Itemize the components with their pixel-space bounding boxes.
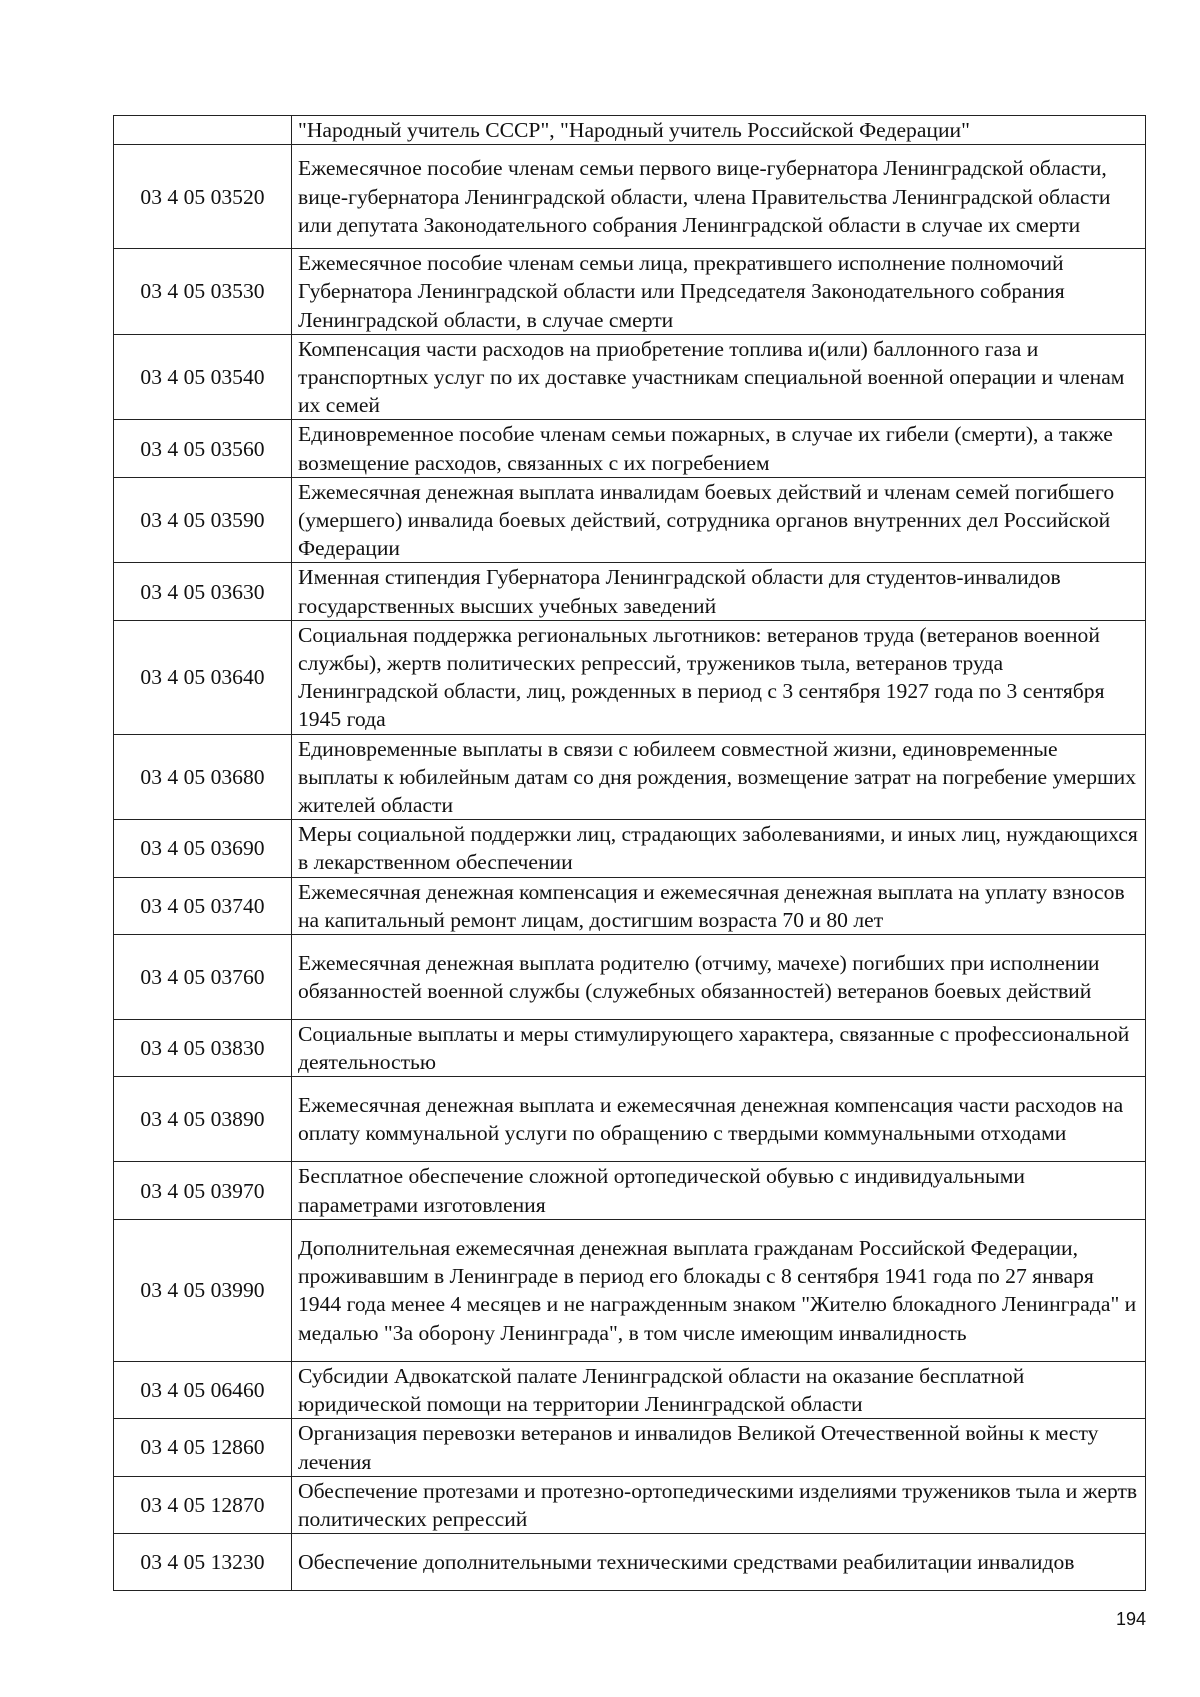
code-cell: 03 4 05 03990	[114, 1219, 292, 1361]
table-row	[114, 620, 1146, 734]
table-row	[114, 734, 1146, 820]
table-row	[114, 116, 1146, 145]
description-cell: Социальные выплаты и меры стимулирующего характера, связанные с профессиональной деятельностью	[292, 1020, 1146, 1077]
table-row	[114, 1361, 1146, 1418]
description-cell: Субсидии Адвокатской палате Ленинградской области на оказание бесплатной юридической помощи на территории Ленинградской области	[292, 1361, 1146, 1418]
table-row	[114, 1077, 1146, 1162]
table-row	[114, 1162, 1146, 1219]
code-cell: 03 4 05 13230	[114, 1534, 292, 1591]
table-row	[114, 563, 1146, 620]
description-cell: Именная стипендия Губернатора Ленинградской области для студентов-инвалидов государственных высших учебных заведений	[292, 563, 1146, 620]
code-cell: 03 4 05 03520	[114, 145, 292, 249]
table-row	[114, 1476, 1146, 1533]
description-cell: Бесплатное обеспечение сложной ортопедической обувью с индивидуальными параметрами изготовления	[292, 1162, 1146, 1219]
description-cell: Обеспечение протезами и протезно-ортопедическими изделиями тружеников тыла и жертв политических репрессий	[292, 1476, 1146, 1533]
table-row	[114, 935, 1146, 1020]
description-cell: Ежемесячная денежная выплата инвалидам боевых действий и членам семей погибшего (умершего) инвалида боевых действий, сотрудника органов внутренних дел Российской Федерации	[292, 477, 1146, 563]
code-cell: 03 4 05 03970	[114, 1162, 292, 1219]
table-row	[114, 877, 1146, 934]
code-cell: 03 4 05 03640	[114, 620, 292, 734]
code-cell: 03 4 05 03530	[114, 249, 292, 335]
table-row	[114, 477, 1146, 563]
description-cell: Ежемесячная денежная выплата родителю (отчиму, мачехе) погибших при исполнении обязанностей военной службы (служебных обязанностей) ветеранов боевых действий	[292, 935, 1146, 1020]
table-row	[114, 145, 1146, 249]
table-row	[114, 1534, 1146, 1591]
code-cell: 03 4 05 03590	[114, 477, 292, 563]
code-cell: 03 4 05 03680	[114, 734, 292, 820]
budget-classification-table	[113, 115, 1146, 1591]
description-cell: Организация перевозки ветеранов и инвалидов Великой Отечественной войны к месту лечения	[292, 1419, 1146, 1476]
code-cell: 03 4 05 12870	[114, 1476, 292, 1533]
description-cell: Социальная поддержка региональных льготников: ветеранов труда (ветеранов военной службы), жертв политических репрессий, тружеников тыла, ветеранов труда Ленинградской области, лиц, рожденных в период с 3 сентября 1927 года по 3 сентября 1945 года	[292, 620, 1146, 734]
description-cell: Ежемесячная денежная компенсация и ежемесячная денежная выплата на уплату взносов на капитальный ремонт лицам, достигшим возраста 70 и 80 лет	[292, 877, 1146, 934]
code-cell: 03 4 05 03630	[114, 563, 292, 620]
code-cell: 03 4 05 03540	[114, 334, 292, 420]
table-row	[114, 420, 1146, 477]
code-cell: 03 4 05 03560	[114, 420, 292, 477]
code-cell: 03 4 05 12860	[114, 1419, 292, 1476]
page-number: 194	[1115, 1609, 1146, 1629]
code-cell	[114, 116, 292, 145]
code-cell: 03 4 05 03740	[114, 877, 292, 934]
table-row	[114, 249, 1146, 335]
table-row	[114, 820, 1146, 877]
code-cell: 03 4 05 06460	[114, 1361, 292, 1418]
description-cell: "Народный учитель СССР", "Народный учитель Российской Федерации"	[292, 116, 1146, 145]
description-cell: Ежемесячное пособие членам семьи первого вице-губернатора Ленинградской области, вице-губернатора Ленинградской области, члена Правительства Ленинградской области или депутата Законодательного собрания Ленинградской области в случае их смерти	[292, 145, 1146, 249]
description-cell: Ежемесячная денежная выплата и ежемесячная денежная компенсация части расходов на оплату коммунальной услуги по обращению с твердыми коммунальными отходами	[292, 1077, 1146, 1162]
code-cell: 03 4 05 03690	[114, 820, 292, 877]
table-row	[114, 1020, 1146, 1077]
code-cell: 03 4 05 03890	[114, 1077, 292, 1162]
description-cell: Единовременные выплаты в связи с юбилеем совместной жизни, единовременные выплаты к юбилейным датам со дня рождения, возмещение затрат на погребение умерших жителей области	[292, 734, 1146, 820]
description-cell: Дополнительная ежемесячная денежная выплата гражданам Российской Федерации, проживавшим в Ленинграде в период его блокады с 8 сентября 1941 года по 27 января 1944 года менее 4 месяцев и не награжденным знаком "Жителю блокадного Ленинграда" и медалью "За оборону Ленинграда", в том числе имеющим инвалидность	[292, 1219, 1146, 1361]
table-row	[114, 334, 1146, 420]
description-cell: Ежемесячное пособие членам семьи лица, прекратившего исполнение полномочий Губернатора Ленинградской области или Председателя Законодательного собрания Ленинградской области, в случае смерти	[292, 249, 1146, 335]
table-row	[114, 1419, 1146, 1476]
description-cell: Меры социальной поддержки лиц, страдающих заболеваниями, и иных лиц, нуждающихся в лекарственном обеспечении	[292, 820, 1146, 877]
description-cell: Обеспечение дополнительными техническими средствами реабилитации инвалидов	[292, 1534, 1146, 1591]
description-cell: Компенсация части расходов на приобретение топлива и(или) баллонного газа и транспортных услуг по их доставке участникам специальной военной операции и членам их семей	[292, 334, 1146, 420]
description-cell: Единовременное пособие членам семьи пожарных, в случае их гибели (смерти), а также возмещение расходов, связанных с их погребением	[292, 420, 1146, 477]
table-row	[114, 1219, 1146, 1361]
code-cell: 03 4 05 03760	[114, 935, 292, 1020]
code-cell: 03 4 05 03830	[114, 1020, 292, 1077]
